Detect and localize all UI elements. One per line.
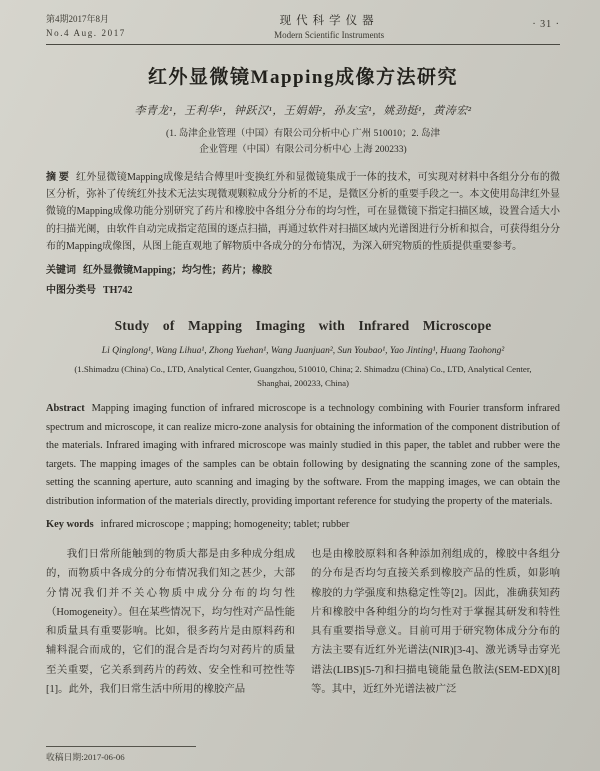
page-footer (46, 746, 196, 763)
abstract-label-cn: 摘 要 (46, 172, 70, 184)
received-date: 收稿日期:2017-06-06 (46, 752, 125, 762)
keywords-en (46, 519, 560, 530)
body-columns (46, 545, 560, 699)
abstract-cn (46, 169, 560, 255)
journal-title-block (274, 12, 384, 40)
clc-label: 中图分类号 (46, 285, 96, 296)
affiliation-cn (46, 126, 560, 158)
journal-title-en: Modern Scientific Instruments (274, 30, 385, 40)
clc-value: TH742 (103, 285, 133, 296)
issue-line-cn: 第4期2017年8月 (46, 14, 110, 24)
keywords-label-cn: 关键词 (46, 265, 76, 276)
body-column-right: 也是由橡胶原料和各种添加剂组成的，橡胶中各组分的分布是否均匀直接关系到橡胶产品的性质，如影响橡胶的力学强度和热稳定性等[2]。因此，准确获知药片和橡胶中各种组分的均匀性对于掌握其研发和特性具有重要指导意义。目前可用于研究物体成分分布的方法主要有近红外光谱法(NIR)[3-4]、激光诱导击穿光谱法(LIBS)[5-7]和扫描电镜能量色散法(SEM-EDX)[8]等。其中，近红外光谱法被广泛 (311, 549, 560, 695)
abstract-text-cn: 红外显微镜Mapping成像是结合傅里叶变换红外和显微镜集成于一体的技术，可实现对材料中各组分分布的微区分析，弥补了传统红外技术无法实现微观颗粒成分分析的不足，是微区分析的重要手段之一。本文使用岛津红外显微镜的Mapping成像功能分别研究了药片和橡胶中各组分分布的均匀性，可在显微镜下指定扫描区域，设置合适大小的扫描光阑，由软件自动完成指定范围的逐点扫描，再通过软件对扫描区域内光谱图进行分析和拟合，可获得组分分布的Mapping成像图，从图上能直观地了解物质中各成分的分布情况，为深入研究物质的性质提供重要参考。 (46, 172, 561, 252)
body-column-left: 我们日常所能触到的物质大都是由多种成分组成的，而物质中各成分的分布情况我们知之甚少，大部分情况我们并不关心物质中成分分布的均匀性（Homogeneity）。但在某些情况下，均匀性对产品性能和质量具有重要影响。比如，很多药片是由原料药和辅料混合而成的，它们的混合是否均匀对药片的质量至关重要，它关系到药片的药效、安全性和可控性等[1]。此外，我们日常生活中所用的橡胶产品 (46, 549, 295, 695)
affiliation-en-line1: (1.Shimadzu (China) Co., LTD, Analytical Center, Guangzhou, 510010, China; 2. Shimadzu (China) Co., LTD, Analytical Center, (74, 364, 532, 374)
affiliation-cn-line2: 企业管理（中国）有限公司分析中心 上海 200233) (199, 144, 407, 155)
journal-title-cn: 现代科学仪器 (279, 15, 379, 27)
affiliation-en-line2: Shanghai, 200233, China) (257, 378, 349, 389)
issue-info (46, 12, 126, 41)
page-number: · 31 · (532, 19, 560, 30)
journal-header (46, 12, 560, 41)
keywords-text-en: infrared microscope ; mapping; homogeneity; tablet; rubber (100, 519, 350, 531)
affiliation-en (46, 362, 560, 390)
article-title-cn: 红外显微镜Mapping成像方法研究 (148, 66, 458, 88)
abstract-text-en: Mapping imaging function of infrared microscope is a technology combining with Fourier transform infrared spectrum and microscope, it can realize micro-zone analysis for obtaining the information of the component distribution of the materials. Infrared imaging with infrared microscope was mainly studied in this paper, the tablet and rubber were the targets. The mapping images of the samples can be obtain following by designating the scanning zone of the samples, setting the scanning aperture, auto scanning and imaging by the software. From the mapping images, we can obtain the distribution information of the materials directly, providing important reference for studying the property of the materials. (46, 403, 560, 507)
affiliation-cn-line1: (1. 岛津企业管理（中国）有限公司分析中心 广州 510010；2. 岛津 (166, 128, 440, 139)
footer-divider (46, 746, 196, 747)
article-title-en: Study of Mapping Imaging with Infrared Microscope (114, 318, 492, 333)
authors-line-cn: 李青龙¹，王利华¹，钟跃汉¹，王娟娟²，孙友宝¹，姚劲挺¹，黄涛宏² (134, 104, 472, 117)
clc-line (46, 281, 560, 296)
keywords-text-cn: 红外显微镜Mapping；均匀性；药片；橡胶 (83, 265, 272, 276)
keywords-label-en: Key words (46, 519, 94, 531)
abstract-en (46, 400, 560, 511)
abstract-label-en: Abstract (46, 403, 85, 415)
authors-line-en: Li Qinglong¹, Wang Lihua¹, Zhong Yuehan¹, Wang Juanjuan², Sun Youbao¹, Yao Jinting¹, Huang Taohong² (101, 346, 505, 356)
keywords-cn (46, 261, 560, 276)
header-divider (46, 44, 560, 45)
issue-line-en: No.4 Aug. 2017 (46, 28, 126, 39)
